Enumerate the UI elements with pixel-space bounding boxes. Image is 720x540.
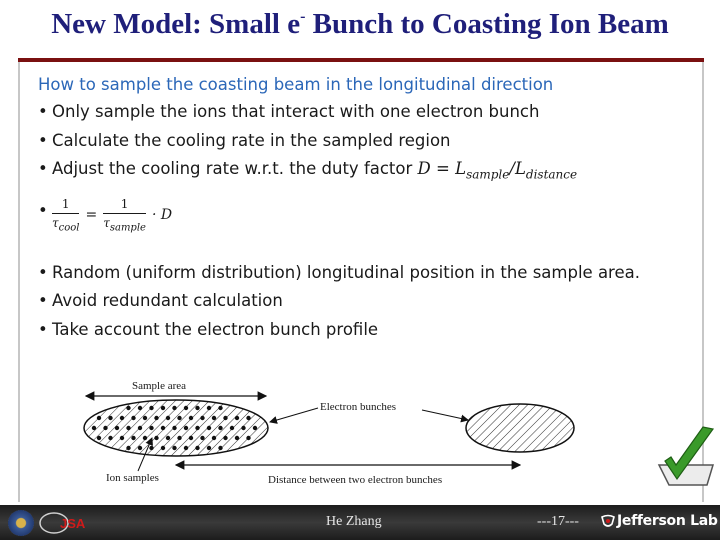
svg-text:JSA: JSA	[60, 516, 86, 531]
ion-dot	[166, 436, 170, 440]
ion-dot	[177, 436, 181, 440]
fraction-right: $\frac{1}{\tau_{sample}}$	[103, 196, 146, 234]
electron-bunches-label: Electron bunches	[320, 401, 397, 413]
ion-dot	[195, 446, 199, 450]
ion-dot	[149, 426, 153, 430]
left-border	[18, 62, 20, 502]
presenter-name: He Zhang	[326, 514, 382, 529]
ion-dot	[184, 446, 188, 450]
ion-dot	[246, 436, 250, 440]
ion-dot	[138, 406, 142, 410]
ion-dot	[120, 416, 124, 420]
title-superscript: -	[300, 8, 306, 25]
ion-dot	[131, 436, 135, 440]
ion-dot	[241, 426, 245, 430]
checkmark-icon	[655, 425, 717, 491]
bullet-fraction-formula: • $\frac{1}{\tau_{cool}}$ = $\frac{1}{\tau_{sample}}$ · D	[38, 197, 698, 241]
ion-dot	[154, 416, 158, 420]
sample-area-label: Sample area	[132, 380, 187, 392]
ion-dot	[207, 426, 211, 430]
ion-dot	[172, 406, 176, 410]
fraction-left: • $\frac{1}{\tau_{cool}}$	[52, 196, 80, 234]
ion-dot	[138, 446, 142, 450]
ion-dot	[218, 406, 222, 410]
ion-dot	[97, 416, 101, 420]
ion-dot	[223, 436, 227, 440]
slide-content	[38, 72, 698, 344]
ion-dot	[246, 416, 250, 420]
ion-dot	[207, 446, 211, 450]
ion-samples-label: Ion samples	[106, 472, 159, 484]
ion-dot	[235, 436, 239, 440]
ion-dot	[207, 406, 211, 410]
ion-dot	[126, 446, 130, 450]
bullet-item: • Only sample the ions that interact with one electron bunch	[38, 98, 698, 127]
ion-dot	[92, 426, 96, 430]
ion-dot	[97, 436, 101, 440]
ion-dot	[212, 436, 216, 440]
ion-dot	[161, 406, 165, 410]
ion-dot	[235, 416, 239, 420]
electron-bunch-next	[466, 404, 574, 452]
ion-dot	[143, 436, 147, 440]
jsa-logo	[38, 511, 94, 535]
ion-dot	[184, 406, 188, 410]
ion-dot	[218, 426, 222, 430]
ion-dot	[126, 406, 130, 410]
ion-dot	[166, 416, 170, 420]
ion-dot	[103, 426, 107, 430]
title-main-text: New Model: Small e	[51, 8, 301, 40]
doe-seal-logo	[8, 510, 34, 536]
ion-dot	[200, 416, 204, 420]
ion-dot	[161, 446, 165, 450]
bunch-distance-label: Distance between two electron bunches	[268, 474, 443, 486]
ion-dot	[108, 416, 112, 420]
bullet-item: • Avoid redundant calculation	[38, 287, 698, 316]
ion-dot	[218, 446, 222, 450]
bullet-item: • Take account the electron bunch profile	[38, 316, 698, 345]
ion-dot	[195, 406, 199, 410]
ion-dot	[115, 426, 119, 430]
ion-dot	[172, 426, 176, 430]
ion-dot	[154, 436, 158, 440]
ion-dot	[131, 416, 135, 420]
jefferson-lab-wordmark: Jefferson Lab	[617, 513, 718, 529]
ion-dot	[108, 436, 112, 440]
bullet-duty-factor: • Adjust the cooling rate w.r.t. the duty factor $D = L_{sample}/L_{distance}$	[38, 155, 698, 189]
ion-dot	[189, 416, 193, 420]
ion-dot	[200, 436, 204, 440]
ion-dot	[253, 426, 257, 430]
slide-title	[0, 8, 720, 41]
ion-dot	[184, 426, 188, 430]
ion-dot	[212, 416, 216, 420]
ion-dot	[195, 426, 199, 430]
content-heading: How to sample the coasting beam in the longitudinal direction	[38, 75, 554, 94]
ion-dot	[143, 416, 147, 420]
ion-dot	[161, 426, 165, 430]
ion-dot	[126, 426, 130, 430]
ion-dot	[149, 406, 153, 410]
bullet-item: • Random (uniform distribution) longitudinal position in the sample area.	[38, 259, 698, 288]
title-rest-text: Bunch to Coasting Ion Beam	[305, 8, 669, 40]
ion-dot	[177, 416, 181, 420]
ion-dot	[230, 426, 234, 430]
title-divider	[18, 58, 704, 62]
ion-dot	[120, 436, 124, 440]
ion-dot	[149, 446, 153, 450]
duty-factor-formula: $D = L_{sample}/L_{distance}$	[417, 159, 578, 182]
ion-dot	[172, 446, 176, 450]
jefferson-lab-logo	[600, 514, 616, 532]
bullet-item: • Calculate the cooling rate in the sampled region	[38, 127, 698, 156]
ion-dot	[138, 426, 142, 430]
page-number: ---17---	[537, 514, 579, 529]
ion-dot	[189, 436, 193, 440]
bunch-diagram	[70, 370, 590, 495]
ion-dot	[223, 416, 227, 420]
